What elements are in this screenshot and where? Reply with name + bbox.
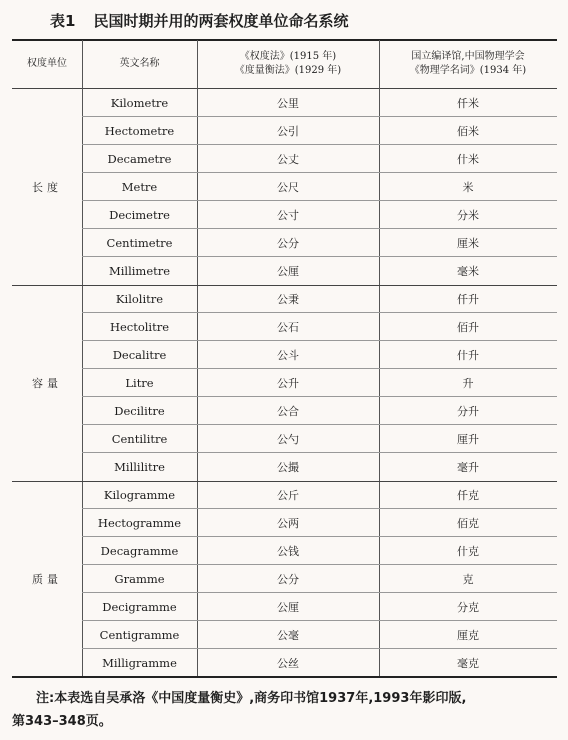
unit-english-name: Milligramme <box>102 656 177 670</box>
unit-name-1915-1929: 公里 <box>277 97 299 110</box>
table-row <box>82 425 557 453</box>
unit-name-1915-1929: 公钱 <box>277 545 299 558</box>
header-system1-line1: 《权度法》(1915 年) <box>239 51 337 62</box>
unit-name-1934: 什升 <box>457 349 479 362</box>
unit-name-1915-1929: 公寸 <box>277 209 299 222</box>
unit-name-1915-1929: 公尺 <box>277 181 299 194</box>
unit-name-1934: 仟米 <box>457 97 479 110</box>
unit-name-1915-1929: 公厘 <box>277 601 299 614</box>
table-row <box>82 117 557 145</box>
unit-name-1934: 分米 <box>457 209 479 222</box>
header-english-label: 英文名称 <box>119 58 160 69</box>
unit-name-1915-1929: 公合 <box>277 405 299 418</box>
unit-english-name: Decalitre <box>112 348 167 362</box>
unit-name-1934: 厘克 <box>457 629 479 642</box>
unit-name-1934: 分升 <box>457 405 479 418</box>
unit-name-1915-1929: 公勺 <box>277 433 299 446</box>
unit-english-name: Centimetre <box>106 236 173 250</box>
unit-english-name: Hectolitre <box>109 320 170 334</box>
header-english <box>82 40 197 88</box>
unit-name-1934: 厘米 <box>457 237 479 250</box>
unit-name-1934: 升 <box>462 377 474 390</box>
table-row <box>82 89 557 117</box>
header-system-1915-1929 <box>197 40 379 88</box>
unit-name-1915-1929: 公分 <box>277 573 299 586</box>
unit-name-1915-1929: 公分 <box>277 237 299 250</box>
unit-name-1934: 毫克 <box>457 657 479 670</box>
unit-name-1915-1929: 公升 <box>277 377 299 390</box>
unit-english-name: Decagramme <box>100 544 179 558</box>
unit-name-1934: 厘升 <box>457 433 479 446</box>
table-row <box>82 285 557 313</box>
table-row <box>82 229 557 257</box>
unit-name-1934: 毫升 <box>457 461 479 474</box>
unit-english-name: Hectogramme <box>97 516 182 530</box>
table-row <box>82 481 557 509</box>
unit-name-1934: 什克 <box>457 545 479 558</box>
unit-english-name: Centilitre <box>111 432 168 446</box>
unit-english-name: Kilometre <box>110 96 169 110</box>
unit-name-1915-1929: 公秉 <box>277 293 299 306</box>
unit-name-1915-1929: 公丝 <box>277 657 299 670</box>
unit-name-1934: 分克 <box>457 601 479 614</box>
table-row <box>82 257 557 285</box>
table-title <box>50 9 348 31</box>
unit-name-1934: 毫米 <box>457 265 479 278</box>
header-system2-line1: 国立编译馆,中国物理学会 <box>411 51 525 62</box>
unit-name-1934: 仟升 <box>457 293 479 306</box>
unit-name-1934: 克 <box>462 573 474 586</box>
unit-name-1934: 米 <box>462 181 474 194</box>
unit-english-name: Decilitre <box>114 404 165 418</box>
unit-name-1934: 什米 <box>457 153 479 166</box>
unit-name-1915-1929: 公斤 <box>277 489 299 502</box>
unit-name-1915-1929: 公石 <box>277 321 299 334</box>
table-row <box>82 369 557 397</box>
unit-name-1934: 佰克 <box>457 517 479 530</box>
header-system1-line2: 《度量衡法》(1929 年) <box>234 65 342 76</box>
group-separator <box>12 481 557 482</box>
table-row <box>82 145 557 173</box>
table-caption: 民国时期并用的两套权度单位命名系统 <box>93 11 349 30</box>
unit-english-name: Millilitre <box>114 460 165 474</box>
unit-english-name: Decimetre <box>109 208 170 222</box>
unit-english-name: Kilogramme <box>103 488 176 502</box>
unit-name-1915-1929: 公厘 <box>277 265 299 278</box>
header-system2-line2: 《物理学名词》(1934 年) <box>409 65 527 76</box>
group-separator <box>12 285 557 286</box>
bottom-rule <box>12 676 557 678</box>
table-row <box>82 649 557 677</box>
header-category <box>12 40 82 88</box>
unit-name-1915-1929: 公斗 <box>277 349 299 362</box>
header-system-1934 <box>379 40 557 88</box>
unit-english-name: Decametre <box>107 152 172 166</box>
unit-english-name: Hectometre <box>104 124 175 138</box>
unit-english-name: Kilolitre <box>115 292 164 306</box>
table-row <box>82 201 557 229</box>
group-label: 质量 <box>32 573 62 586</box>
unit-english-name: Centigramme <box>99 628 180 642</box>
table-row <box>82 341 557 369</box>
table-row <box>82 509 557 537</box>
unit-name-1934: 佰米 <box>457 125 479 138</box>
table-row <box>82 173 557 201</box>
table-number: 表1 <box>50 11 76 30</box>
unit-name-1934: 仟克 <box>457 489 479 502</box>
unit-name-1915-1929: 公撮 <box>277 461 299 474</box>
unit-english-name: Metre <box>121 180 158 194</box>
group-label: 容量 <box>32 377 62 390</box>
table-row <box>82 593 557 621</box>
group-label: 长度 <box>32 181 62 194</box>
header-category-label: 权度单位 <box>27 58 67 69</box>
unit-english-name: Decigramme <box>102 600 177 614</box>
unit-english-name: Litre <box>125 376 154 390</box>
unit-name-1915-1929: 公毫 <box>277 629 299 642</box>
table-row <box>82 313 557 341</box>
table-row <box>82 621 557 649</box>
unit-english-name: Millimetre <box>108 264 171 278</box>
unit-name-1934: 佰升 <box>457 321 479 334</box>
table-row <box>82 565 557 593</box>
unit-name-1915-1929: 公丈 <box>277 153 299 166</box>
table-note-continued: 第343–348页。 <box>12 714 112 729</box>
unit-name-1915-1929: 公引 <box>277 125 299 138</box>
table-row <box>82 453 557 481</box>
unit-english-name: Gramme <box>114 572 165 586</box>
table-note: 注:本表选自吴承洛《中国度量衡史》,商务印书馆1937年,1993年影印版, <box>36 691 467 706</box>
table-row <box>82 397 557 425</box>
table-row <box>82 537 557 565</box>
unit-name-1915-1929: 公两 <box>277 517 299 530</box>
